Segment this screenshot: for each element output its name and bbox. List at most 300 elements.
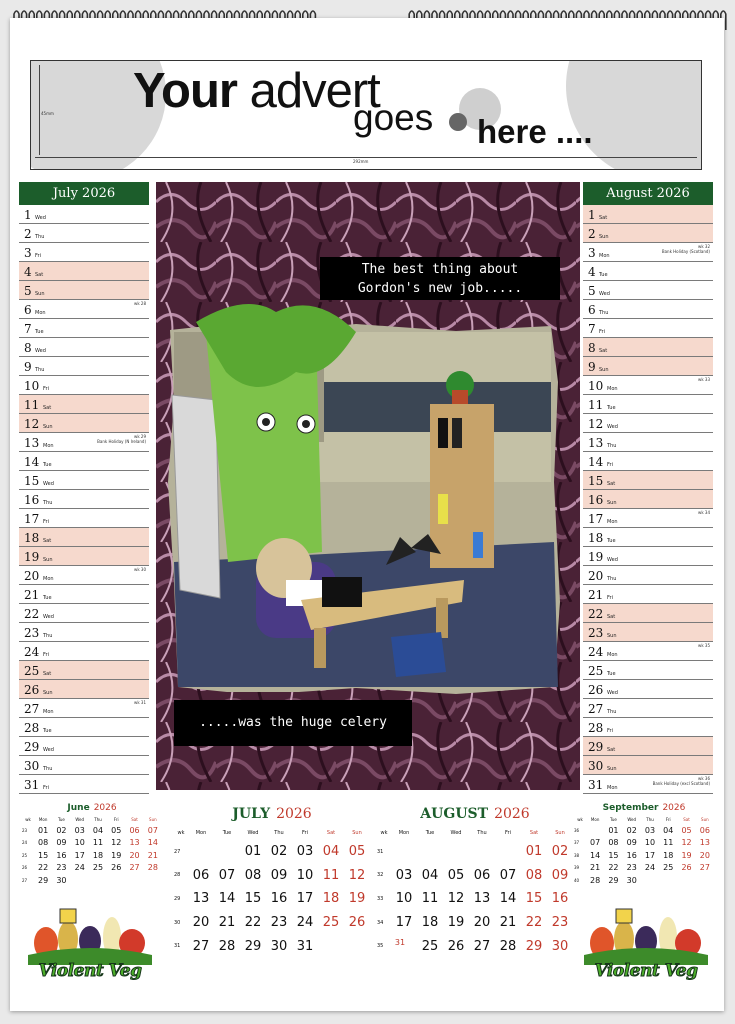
diary-day-name: Tue xyxy=(43,728,52,734)
calendar-day: 16 xyxy=(551,891,569,907)
diary-day-name: Tue xyxy=(607,405,616,411)
diary-day-number: 29 xyxy=(588,740,604,754)
week-number: 40 xyxy=(574,877,580,883)
diary-day-row xyxy=(583,224,713,243)
diary-day-name: Sun xyxy=(607,500,617,506)
august-calendar xyxy=(377,806,573,958)
diary-day-number: 17 xyxy=(588,512,604,526)
calendar-day: 16 xyxy=(56,850,67,860)
diary-day-name: Sun xyxy=(599,234,609,240)
diary-day-name: Tue xyxy=(607,538,616,544)
calendar-day xyxy=(677,874,695,887)
diary-day-name: Sun xyxy=(43,424,53,430)
diary-day-row xyxy=(583,604,713,623)
calendar-day: 14 xyxy=(499,891,517,907)
diary-day-row xyxy=(19,547,149,566)
week-number: wk 30 xyxy=(134,567,146,572)
diary-day-name: Thu xyxy=(607,576,617,582)
calendar-day: 07 xyxy=(218,867,236,883)
calendar-day: 18 xyxy=(92,850,104,860)
diary-day-name: Tue xyxy=(35,329,44,335)
calendar-day: 23 xyxy=(56,863,67,873)
week-number: 31 xyxy=(174,943,181,950)
diary-day-row xyxy=(19,737,149,756)
diary-day-name: Mon xyxy=(607,785,618,791)
calendar-day: 29 xyxy=(525,938,543,954)
diary-day-name: Sat xyxy=(43,671,52,677)
diary-day-name: Sat xyxy=(43,405,52,411)
calendar-day: 17 xyxy=(644,850,656,860)
calendar-day: 19 xyxy=(111,850,122,860)
diary-day-name: Sat xyxy=(599,348,608,354)
calendar-day: 13 xyxy=(699,838,710,848)
calendar-day: 21 xyxy=(590,863,601,873)
calendar-day: 24 xyxy=(74,863,85,873)
calendar-day: 20 xyxy=(192,915,210,931)
calendar-day: 08 xyxy=(38,838,49,848)
calendar-day: 24 xyxy=(296,915,314,931)
calendar-day xyxy=(696,874,714,887)
calendar-day: 02 xyxy=(270,844,288,860)
split-day: 31 xyxy=(394,937,406,947)
weekday-header: Tue xyxy=(222,830,232,836)
weekday-header: wk xyxy=(177,830,185,836)
diary-day-row xyxy=(583,338,713,357)
diary-day-row xyxy=(19,357,149,376)
weekday-header: Fri xyxy=(505,830,511,836)
week-number: 34 xyxy=(377,919,384,926)
advert-here: here .... xyxy=(477,113,593,150)
diary-day-row xyxy=(19,205,149,224)
calendar-day xyxy=(391,934,417,958)
calendar-day: 24 xyxy=(644,863,656,873)
calendar-day: 04 xyxy=(322,844,340,860)
calendar-day: 22 xyxy=(38,863,49,873)
calendar-day xyxy=(144,874,162,887)
weekday-header: Tue xyxy=(58,817,65,822)
week-number: 27 xyxy=(174,848,181,855)
calendar-day xyxy=(586,824,604,837)
weekday-header: Fri xyxy=(113,817,119,822)
calendar-day xyxy=(125,874,143,887)
diary-day-row xyxy=(19,642,149,661)
calendar-day: 09 xyxy=(270,867,288,883)
calendar-day: 03 xyxy=(74,825,85,835)
week-number: 30 xyxy=(174,919,181,926)
diary-day-number: 8 xyxy=(588,341,596,355)
weekday-header: Wed xyxy=(450,830,462,836)
diary-day-row xyxy=(583,642,713,661)
weekday-header: Sun xyxy=(701,817,709,822)
calendar-day: 09 xyxy=(626,838,637,848)
diary-day-row xyxy=(583,395,713,414)
week-number: 35 xyxy=(377,943,384,950)
diary-day-number: 18 xyxy=(588,531,604,545)
diary-day-row xyxy=(583,623,713,642)
diary-day-row xyxy=(19,509,149,528)
diary-day-name: Wed xyxy=(599,291,610,297)
calendar-day xyxy=(641,874,659,887)
calendar-day: 02 xyxy=(56,825,67,835)
calendar-day: 04 xyxy=(421,867,439,883)
diary-day-number: 20 xyxy=(588,569,604,583)
diary-day-row xyxy=(583,547,713,566)
calendar-day: 30 xyxy=(270,938,288,954)
weekday-header: Mon xyxy=(38,817,48,822)
calendar-day: 03 xyxy=(296,844,314,860)
calendar-day xyxy=(469,840,495,864)
diary-day-number: 11 xyxy=(588,398,604,412)
violent-veg-logo xyxy=(28,903,152,987)
diary-day-row xyxy=(583,680,713,699)
diary-day-number: 3 xyxy=(588,246,596,260)
calendar-day: 08 xyxy=(525,867,543,883)
diary-day-row xyxy=(19,376,149,395)
calendar-day: 15 xyxy=(38,850,49,860)
week-number: wk 35 xyxy=(698,643,710,648)
calendar-day: 25 xyxy=(322,915,340,931)
calendar-day xyxy=(188,840,214,864)
calendar-day: 11 xyxy=(92,838,104,848)
calendar-day: 30 xyxy=(626,875,637,885)
week-number: wk 31 xyxy=(134,700,146,705)
calendar-day: 15 xyxy=(244,891,262,907)
width-dimension-line xyxy=(35,157,697,158)
weekday-header: Wed xyxy=(627,817,637,822)
calendar-day: 05 xyxy=(681,825,692,835)
diary-day-row xyxy=(583,661,713,680)
diary-day-name: Sun xyxy=(599,367,609,373)
calendar-day: 14 xyxy=(218,891,236,907)
diary-day-name: Wed xyxy=(607,557,618,563)
calendar-day: 27 xyxy=(192,938,210,954)
diary-day-row xyxy=(19,718,149,737)
week-number: wk 29 xyxy=(134,434,146,439)
calendar-day: 06 xyxy=(129,825,140,835)
diary-day-number: 10 xyxy=(588,379,604,393)
calendar-day: 23 xyxy=(551,915,569,931)
weekday-header: wk xyxy=(380,830,388,836)
weekday-header: Fri xyxy=(665,817,671,822)
july-diary xyxy=(19,182,149,794)
calendar-day: 31 xyxy=(296,938,314,954)
diary-day-name: Sat xyxy=(35,272,44,278)
week-number: wk 34 xyxy=(698,510,710,515)
diary-day-number: 30 xyxy=(24,759,40,773)
diary-day-number: 6 xyxy=(588,303,596,317)
weekday-header: Sun xyxy=(555,830,565,836)
calendar-day: 27 xyxy=(129,863,140,873)
diary-day-row xyxy=(583,585,713,604)
calendar-day: 06 xyxy=(192,867,210,883)
weekday-header: Tue xyxy=(425,830,435,836)
diary-day-row xyxy=(583,490,713,509)
calendar-day: 17 xyxy=(74,850,85,860)
diary-day-number: 27 xyxy=(24,702,40,716)
height-dimension-line xyxy=(39,65,40,155)
diary-day-number: 25 xyxy=(588,664,604,678)
diary-day-name: Fri xyxy=(43,386,49,392)
week-number: 37 xyxy=(574,840,580,846)
calendar-day xyxy=(495,840,521,864)
week-number: 39 xyxy=(574,865,580,871)
calendar-day: 15 xyxy=(525,891,543,907)
diary-day-name: Tue xyxy=(599,272,608,278)
week-number: 24 xyxy=(22,840,28,846)
diary-day-row xyxy=(583,262,713,281)
august-diary xyxy=(583,182,713,794)
calendar-day: 20 xyxy=(129,850,140,860)
diary-day-number: 21 xyxy=(588,588,604,602)
diary-day-row xyxy=(583,357,713,376)
diary-day-number: 9 xyxy=(588,360,596,374)
calendar-day xyxy=(107,874,125,887)
diary-day-row xyxy=(583,699,713,718)
diary-day-number: 23 xyxy=(24,626,40,640)
calendar-day: 14 xyxy=(590,850,601,860)
calendar-day: 04 xyxy=(92,825,104,835)
diary-day-name: Thu xyxy=(599,310,609,316)
calendar-day: 21 xyxy=(147,850,158,860)
calendar-day: 11 xyxy=(322,867,340,883)
diary-day-number: 18 xyxy=(24,531,40,545)
diary-day-name: Thu xyxy=(607,709,617,715)
calendar-day: 16 xyxy=(626,850,637,860)
calendar-day: 28 xyxy=(590,875,601,885)
diary-day-row xyxy=(583,300,713,319)
diary-day-name: Wed xyxy=(43,614,54,620)
diary-day-number: 20 xyxy=(24,569,40,583)
calendar-day: 19 xyxy=(447,915,465,931)
diary-day-name: Fri xyxy=(607,728,613,734)
diary-day-name: Mon xyxy=(599,253,610,259)
diary-day-number: 25 xyxy=(24,664,40,678)
diary-day-number: 1 xyxy=(588,208,596,222)
diary-day-row xyxy=(583,718,713,737)
weekday-header: Sat xyxy=(131,817,138,822)
week-number: wk 33 xyxy=(698,377,710,382)
calendar-day: 16 xyxy=(270,891,288,907)
diary-day-row xyxy=(19,604,149,623)
calendar-day: 21 xyxy=(499,915,517,931)
diary-day-row xyxy=(19,300,149,319)
diary-day-number: 4 xyxy=(24,265,32,279)
calendar-day: 03 xyxy=(395,867,413,883)
calendar-day: 13 xyxy=(129,838,140,848)
diary-day-number: 2 xyxy=(588,227,596,241)
diary-day-name: Thu xyxy=(35,234,45,240)
week-number: 26 xyxy=(22,865,28,871)
diary-day-name: Mon xyxy=(607,652,618,658)
diary-day-row xyxy=(19,528,149,547)
diary-day-number: 16 xyxy=(588,493,604,507)
diary-day-number: 12 xyxy=(588,417,604,431)
calendar-day: 08 xyxy=(244,867,262,883)
calendar-day: 25 xyxy=(92,863,104,873)
calendar-day: 18 xyxy=(421,915,439,931)
diary-day-row xyxy=(583,414,713,433)
diary-day-row xyxy=(19,319,149,338)
diary-day-row xyxy=(583,756,713,775)
calendar-day: 20 xyxy=(699,850,710,860)
diary-day-number: 3 xyxy=(24,246,32,260)
diary-day-row xyxy=(583,509,713,528)
diary-day-row xyxy=(583,775,713,794)
calendar-day: 13 xyxy=(192,891,210,907)
feature-photo xyxy=(156,182,580,790)
diary-day-row xyxy=(19,490,149,509)
diary-day-name: Mon xyxy=(43,443,54,449)
weekday-header: Thu xyxy=(477,830,487,836)
diary-day-number: 24 xyxy=(588,645,604,659)
july-diary-title: July 2026 xyxy=(19,182,149,205)
diary-day-name: Sat xyxy=(43,538,52,544)
diary-day-name: Sun xyxy=(43,557,53,563)
calendar-day: 10 xyxy=(395,891,413,907)
calendar-day: 25 xyxy=(663,863,674,873)
calendar-day: 30 xyxy=(56,875,67,885)
calendar-day: 12 xyxy=(348,867,366,883)
calendar-day: 23 xyxy=(626,863,637,873)
calendar-day: 12 xyxy=(111,838,122,848)
week-number: 38 xyxy=(574,852,580,858)
diary-day-number: 11 xyxy=(24,398,40,412)
diary-day-number: 31 xyxy=(24,778,40,792)
calendar-day: 23 xyxy=(270,915,288,931)
week-number: wk 32 xyxy=(698,244,710,249)
calendar-day: 15 xyxy=(608,850,619,860)
diary-day-name: Thu xyxy=(43,500,53,506)
diary-day-row xyxy=(583,243,713,262)
diary-day-name: Mon xyxy=(35,310,46,316)
weekday-header: Wed xyxy=(75,817,85,822)
diary-day-name: Wed xyxy=(43,747,54,753)
diary-day-name: Mon xyxy=(607,519,618,525)
diary-day-number: 19 xyxy=(588,550,604,564)
calendar-day: 26 xyxy=(348,915,366,931)
calendar-day: 01 xyxy=(38,825,49,835)
violent-veg-logo xyxy=(584,903,708,987)
calendar-day: 17 xyxy=(296,891,314,907)
diary-day-row xyxy=(19,281,149,300)
diary-day-number: 26 xyxy=(588,683,604,697)
diary-day-row xyxy=(583,566,713,585)
diary-day-row xyxy=(583,319,713,338)
diary-day-name: Sat xyxy=(599,215,608,221)
calendar-day xyxy=(71,874,89,887)
diary-day-row xyxy=(19,661,149,680)
diary-day-row xyxy=(19,243,149,262)
diary-day-number: 19 xyxy=(24,550,40,564)
calendar-day: 03 xyxy=(644,825,656,835)
week-number: 31 xyxy=(377,848,384,855)
calendar-day: 29 xyxy=(38,875,49,885)
weekday-header: Wed xyxy=(247,830,259,836)
diary-day-name: Sun xyxy=(607,633,617,639)
holiday-note: Bank Holiday (N Ireland) xyxy=(97,439,146,444)
calendar-day: 04 xyxy=(663,825,674,835)
calendar-day xyxy=(417,840,443,864)
weekday-header: Fri xyxy=(302,830,308,836)
holiday-note: Bank Holiday (Scotland) xyxy=(661,249,710,254)
diary-day-row xyxy=(19,585,149,604)
diary-day-row xyxy=(19,338,149,357)
diary-day-row xyxy=(19,414,149,433)
calendar-day xyxy=(391,840,417,864)
caption-bottom: .....was the huge celery xyxy=(174,700,412,746)
diary-day-name: Sun xyxy=(607,766,617,772)
diary-day-number: 10 xyxy=(24,379,40,393)
diary-day-number: 15 xyxy=(24,474,40,488)
diary-day-name: Sat xyxy=(607,481,616,487)
diary-day-number: 27 xyxy=(588,702,604,716)
diary-day-number: 4 xyxy=(588,265,596,279)
week-number: 25 xyxy=(22,852,28,858)
september-mini-title: September 2026 xyxy=(602,803,686,813)
diary-day-number: 23 xyxy=(588,626,604,640)
diary-day-number: 13 xyxy=(588,436,604,450)
calendar-day: 14 xyxy=(147,838,158,848)
diary-day-name: Fri xyxy=(43,652,49,658)
logo-text: Violent Veg xyxy=(594,961,698,981)
week-number: 23 xyxy=(22,827,28,833)
calendar-day: 27 xyxy=(473,938,491,954)
week-number: 29 xyxy=(174,895,181,902)
calendar-day: 02 xyxy=(626,825,637,835)
advert-headline: Your advert xyxy=(133,64,380,118)
calendar-day: 18 xyxy=(663,850,674,860)
calendar-day: 18 xyxy=(322,891,340,907)
height-label: 45mm xyxy=(41,111,54,116)
weekday-header: wk xyxy=(577,817,583,822)
diary-day-name: Mon xyxy=(43,576,54,582)
week-number: wk 36 xyxy=(698,776,710,781)
diary-day-number: 17 xyxy=(24,512,40,526)
weekday-header: Thu xyxy=(646,817,654,822)
diary-day-row xyxy=(583,376,713,395)
diary-day-row xyxy=(19,623,149,642)
june-mini-title: June 2026 xyxy=(67,803,117,813)
calendar-day: 02 xyxy=(551,844,569,860)
diary-day-name: Sat xyxy=(607,747,616,753)
diary-day-number: 16 xyxy=(24,493,40,507)
week-number: 28 xyxy=(174,872,181,879)
calendar-day: 28 xyxy=(499,938,517,954)
august-diary-title: August 2026 xyxy=(583,182,713,205)
diary-day-number: 14 xyxy=(588,455,604,469)
week-number: 33 xyxy=(377,895,384,902)
weekday-header: Sun xyxy=(149,817,157,822)
diary-day-name: Sun xyxy=(43,690,53,696)
diary-day-name: Sat xyxy=(607,614,616,620)
diary-day-name: Fri xyxy=(43,785,49,791)
weekday-header: Sat xyxy=(683,817,690,822)
calendar-day xyxy=(318,934,344,958)
july-calendar xyxy=(174,806,370,958)
caption-top: The best thing about Gordon's new job..... xyxy=(320,257,560,300)
diary-day-number: 24 xyxy=(24,645,40,659)
diary-day-name: Fri xyxy=(607,462,613,468)
diary-day-number: 28 xyxy=(24,721,40,735)
calendar-day xyxy=(443,840,469,864)
weekday-header: Sat xyxy=(529,830,539,836)
diary-day-number: 2 xyxy=(24,227,32,241)
diary-day-number: 15 xyxy=(588,474,604,488)
calendar-day: 08 xyxy=(608,838,619,848)
calendar-day: 12 xyxy=(447,891,465,907)
calendar-day xyxy=(344,934,370,958)
diary-day-number: 5 xyxy=(588,284,596,298)
